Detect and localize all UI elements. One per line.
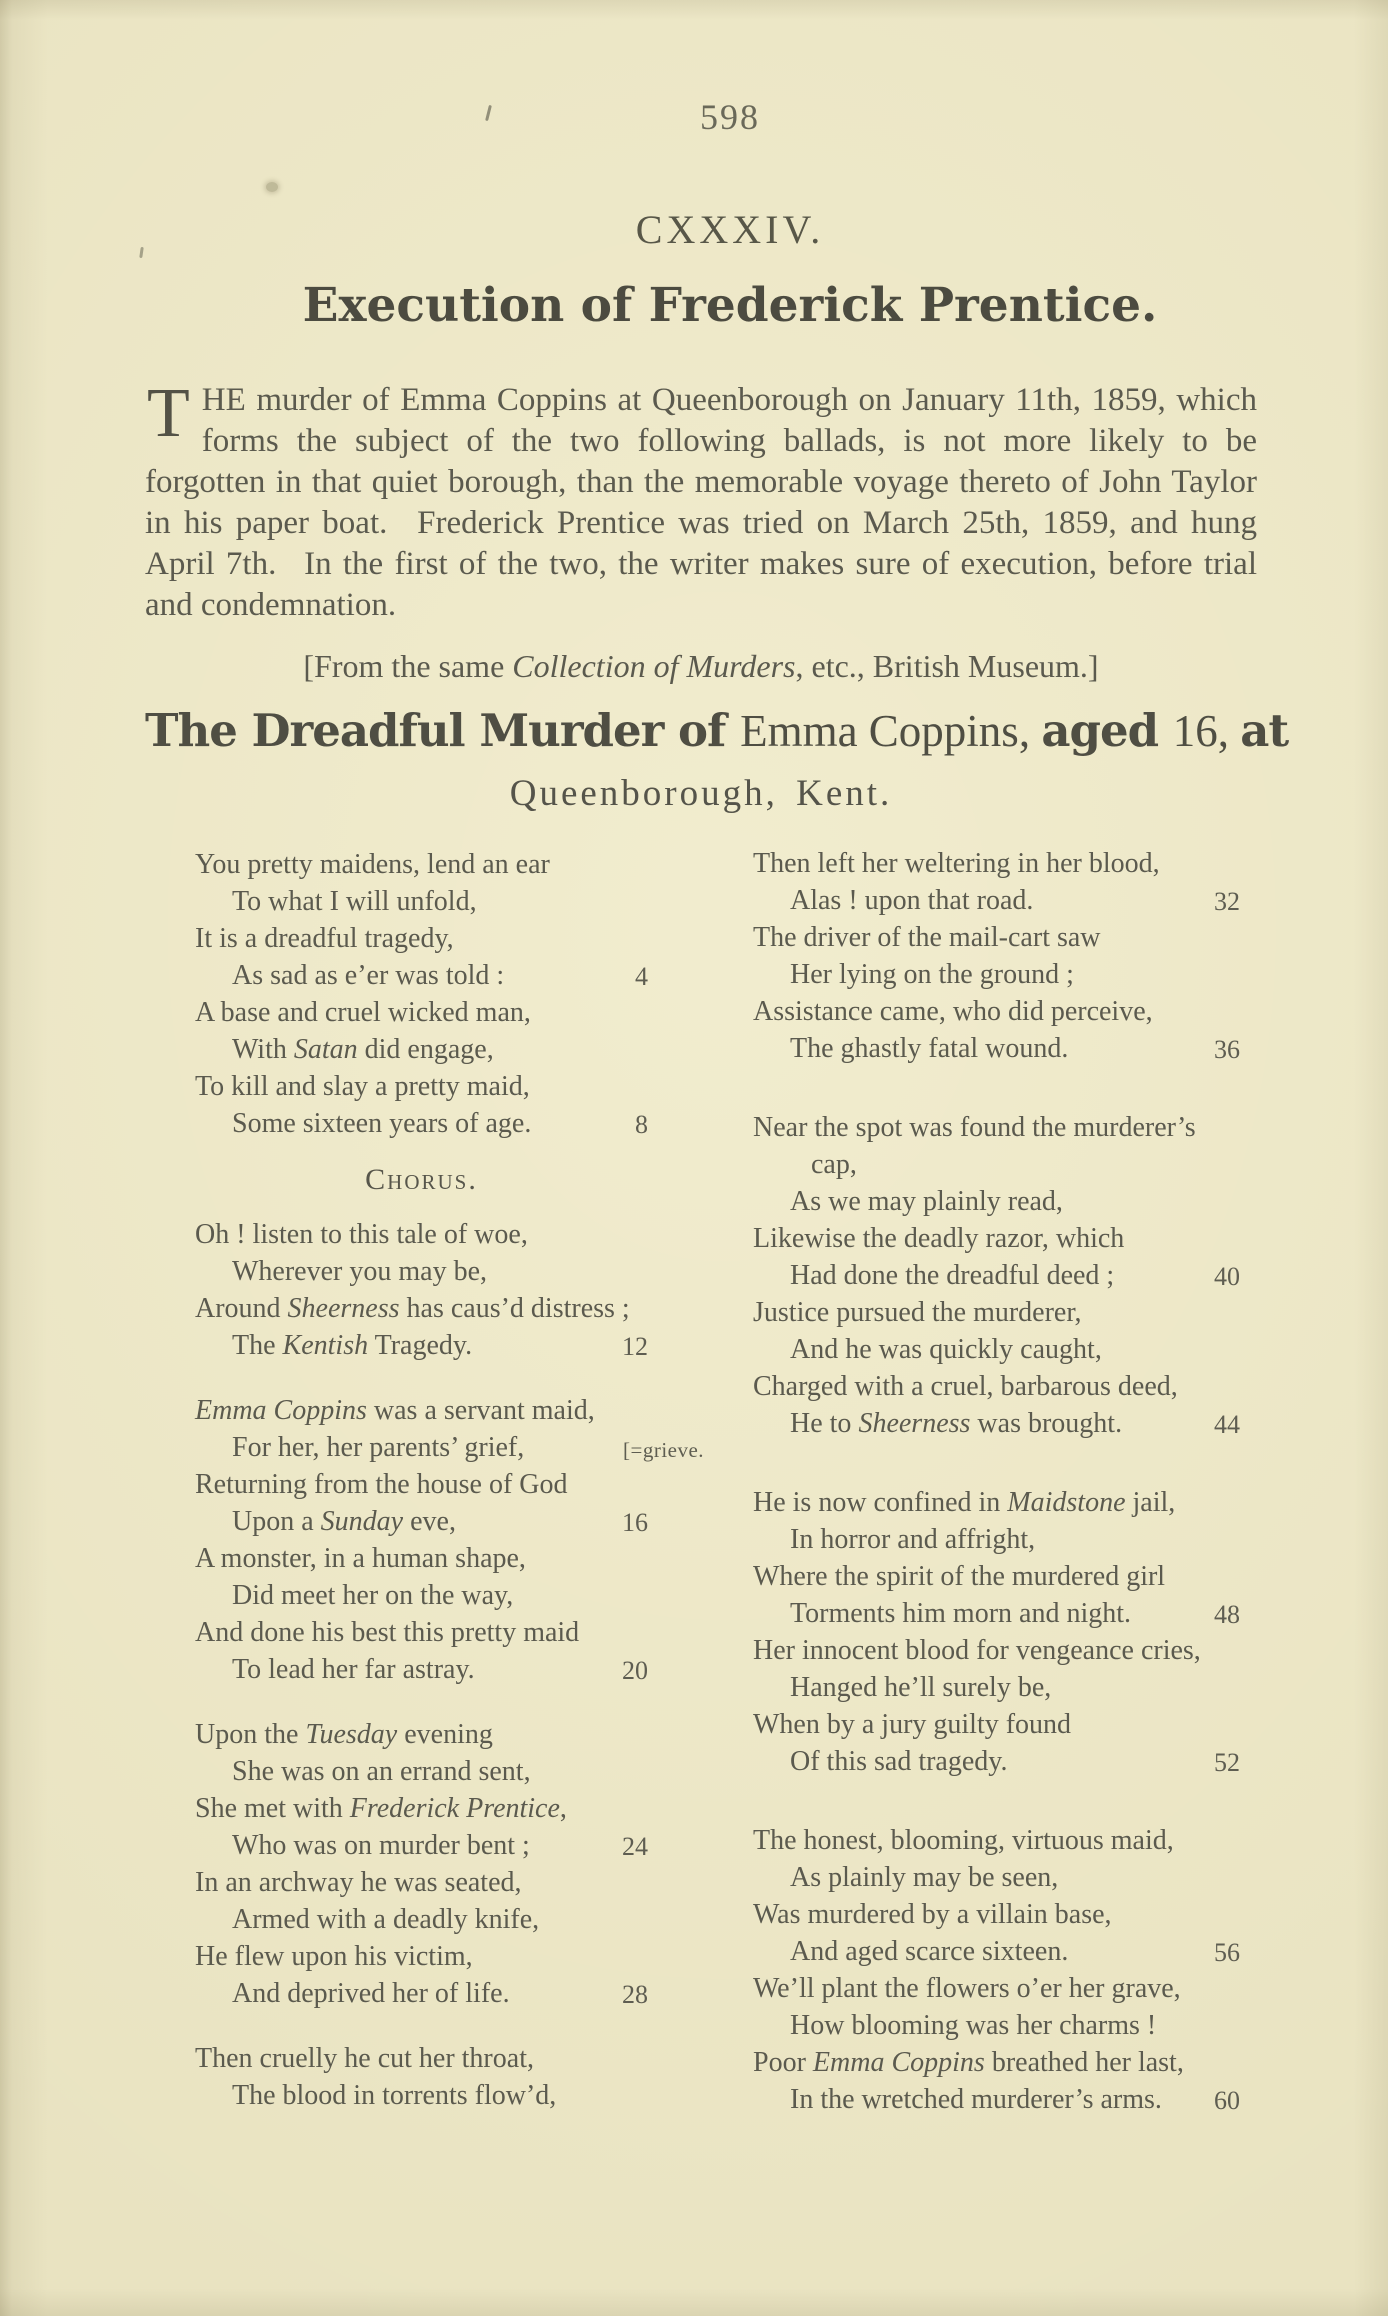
- verse-line-text: Oh ! listen to this tale of woe,: [195, 1219, 528, 1250]
- intro-paragraph: [145, 375, 1257, 626]
- verse-line-text: Wherever you may be,: [232, 1256, 487, 1287]
- verse-line: [195, 1253, 648, 1290]
- verse-line: [195, 1429, 705, 1466]
- verse-line-text: Of this sad tragedy.: [790, 1746, 1008, 1777]
- verse-line: [195, 1540, 648, 1577]
- verse-line-text: The honest, blooming, virtuous maid,: [753, 1825, 1174, 1856]
- verse-line: [753, 2044, 1240, 2081]
- verse-line-text: Then cruelly he cut her throat,: [195, 2043, 534, 2074]
- line-number: 8: [635, 1110, 648, 1139]
- verse-line-text: When by a jury guilty found: [753, 1709, 1072, 1740]
- verse-line-text: And aged scarce sixteen.: [790, 1936, 1069, 1967]
- stanza: [195, 1216, 648, 1364]
- stanza: [195, 1392, 705, 1688]
- verse-line-text: Was murdered by a villain base,: [753, 1899, 1112, 1930]
- line-number: 48: [1214, 1600, 1240, 1629]
- verse-line: [753, 1521, 1240, 1558]
- verse-line-text: Charged with a cruel, barbarous deed,: [753, 1371, 1178, 1402]
- verse-line-text: You pretty maidens, lend an ear: [195, 849, 550, 880]
- verse-line: [753, 1743, 1240, 1780]
- verse-line: [195, 1503, 648, 1540]
- verse-line: [753, 1706, 1240, 1743]
- verse-line: [753, 1146, 1240, 1183]
- verse-line: [753, 1220, 1240, 1257]
- line-number: 24: [622, 1832, 648, 1861]
- verse-line-text: In the wretched murderer’s arms.: [790, 2084, 1162, 2115]
- scan-stain: [266, 182, 278, 192]
- stanza: [195, 1716, 648, 2012]
- ballad-title-segment-roman: Emma Coppins,: [740, 706, 1042, 756]
- verse-line: [195, 1216, 648, 1253]
- source-note: [From the same Collection of Murders, etc., British Museum.]: [303, 648, 1099, 684]
- verse-line-text: Had done the dreadful deed ;: [790, 1260, 1115, 1291]
- verse-line: [195, 1938, 648, 1975]
- line-number: 44: [1214, 1410, 1240, 1439]
- line-number: 12: [622, 1332, 648, 1361]
- verse-line: [753, 1669, 1240, 1706]
- verse-line-text: Her lying on the ground ;: [790, 959, 1074, 990]
- verse-line-text: He flew upon his victim,: [195, 1941, 473, 1972]
- verse-line: [195, 1827, 648, 1864]
- verse-line-text: Did meet her on the way,: [232, 1580, 514, 1611]
- verse-line-text: The blood in torrents flow’d,: [232, 2080, 557, 2111]
- verse-line-text: She met with Frederick Prentice,: [195, 1793, 567, 1824]
- verse-line-text: The ghastly fatal wound.: [790, 1033, 1069, 1064]
- verse-line: [753, 1109, 1240, 1146]
- verse-line-text: Upon the Tuesday evening: [195, 1719, 493, 1750]
- verse-line-text: Returning from the house of God: [195, 1469, 568, 1500]
- verse-line-text: The Kentish Tragedy.: [232, 1330, 473, 1361]
- verse-line: [195, 2040, 648, 2077]
- verse-line-text: He is now confined in Maidstone jail,: [753, 1487, 1176, 1518]
- verse-line-text: Upon a Sunday eve,: [232, 1506, 456, 1537]
- verse-line: [753, 1183, 1240, 1220]
- verse-line-text: In horror and affright,: [790, 1524, 1036, 1555]
- drop-cap: T: [147, 375, 190, 452]
- verse-line-text: Justice pursued the murderer,: [753, 1297, 1082, 1328]
- line-number: 52: [1214, 1748, 1240, 1777]
- verse-line-text: Near the spot was found the murderer’s: [753, 1112, 1196, 1143]
- verse-line-text: He to Sheerness was brought.: [790, 1408, 1123, 1439]
- line-number: 32: [1214, 887, 1240, 916]
- verse-line: [195, 1716, 648, 1753]
- verse-line: [195, 1614, 648, 1651]
- verse-column-right: [753, 845, 1240, 2118]
- ballad-title-line2: Queenborough, Kent.: [509, 773, 893, 814]
- line-number: 28: [622, 1980, 648, 2009]
- verse-line-text: Hanged he’ll surely be,: [790, 1672, 1052, 1703]
- verse-line-text: As plainly may be seen,: [790, 1862, 1059, 1893]
- verse-line: [195, 1864, 648, 1901]
- line-number: 40: [1214, 1262, 1240, 1291]
- page-number: 598: [700, 97, 760, 137]
- verse-line: [195, 994, 648, 1031]
- verse-line: [753, 1484, 1240, 1521]
- verse-line: [195, 1651, 648, 1688]
- verse-line: [753, 1970, 1240, 2007]
- verse-line: [753, 1294, 1240, 1331]
- verse-line-text: It is a dreadful tragedy,: [195, 923, 454, 954]
- line-number: 56: [1214, 1938, 1240, 1967]
- verse-line-text: Poor Emma Coppins breathed her last,: [753, 2047, 1184, 2078]
- chorus-heading: Chorus.: [365, 1163, 478, 1196]
- verse-line: [195, 1975, 648, 2012]
- verse-line: [753, 1257, 1240, 1294]
- verse-line-text: And done his best this pretty maid: [195, 1617, 580, 1648]
- ballad-title-segment-blackletter: at: [1240, 704, 1289, 757]
- verse-line-text: Assistance came, who did perceive,: [753, 996, 1153, 1027]
- line-number: 20: [622, 1656, 648, 1685]
- verse-line: [195, 957, 648, 994]
- line-number: 16: [622, 1508, 648, 1537]
- verse-line-text: We’ll plant the flowers o’er her grave,: [753, 1973, 1181, 2004]
- verse-line-text: Some sixteen years of age.: [232, 1108, 532, 1139]
- verse-line-text: To kill and slay a pretty maid,: [195, 1071, 530, 1102]
- verse-line: [753, 919, 1240, 956]
- ballad-title-line1: [145, 704, 1289, 757]
- verse-line: [753, 882, 1240, 919]
- verse-column-left: [195, 846, 705, 2114]
- verse-line-text: And deprived her of life.: [232, 1978, 510, 2009]
- verse-line-text: With Satan did engage,: [232, 1034, 494, 1065]
- ballad-title-segment-blackletter: The Dreadful Murder of: [145, 704, 741, 757]
- verse-line: [195, 920, 648, 957]
- verse-line: [195, 1577, 648, 1614]
- verse-line: [753, 1368, 1240, 1405]
- verse-line: [753, 1331, 1240, 1368]
- verse-line: [753, 845, 1240, 882]
- verse-line: [753, 1030, 1240, 1067]
- verse-line-text: She was on an errand sent,: [232, 1756, 531, 1787]
- verse-line: [753, 2081, 1240, 2118]
- verse-line-text: As sad as e’er was told :: [232, 960, 505, 991]
- verse-line: [195, 1068, 648, 1105]
- verse-line: [195, 1466, 648, 1503]
- verse-line: [753, 1896, 1240, 1933]
- verse-line: [753, 1632, 1240, 1669]
- main-title-blackletter: Execution of Frederick Prentice.: [302, 278, 1158, 333]
- verse-line-text: As we may plainly read,: [790, 1186, 1063, 1217]
- verse-line: [195, 1753, 648, 1790]
- line-number: 4: [635, 962, 648, 991]
- line-number: 36: [1214, 1035, 1240, 1064]
- verse-line-text: Alas ! upon that road.: [790, 885, 1034, 916]
- marginal-gloss: [=grieve.: [623, 1438, 705, 1462]
- verse-line: [753, 2007, 1240, 2044]
- verse-line: [753, 956, 1240, 993]
- verse-line: [753, 993, 1240, 1030]
- verse-line: [195, 2077, 648, 2114]
- stanza: [753, 1822, 1240, 2118]
- stanza: [753, 1109, 1240, 1442]
- verse-line-text: cap,: [811, 1149, 857, 1180]
- verse-line-text: Emma Coppins was a servant maid,: [195, 1395, 595, 1426]
- intro-text: HE murder of Emma Coppins at Queenborough on January 11th, 1859, which forms the subject of the two following ballads, is not more likely to be forgotten in that quiet borough, than the memorable voyage thereto of John Taylor in his paper boat. Frederick Prentice was tried on March 25th, 1859, and hung April 7th. In the first of the two, the writer makes sure of execution, before trial and condemnation.: [145, 382, 1257, 623]
- verse-line-text: Who was on murder bent ;: [232, 1830, 530, 1861]
- verse-line: [195, 1790, 648, 1827]
- verse-line-text: Armed with a deadly knife,: [232, 1904, 540, 1935]
- stanza: [753, 1484, 1240, 1780]
- verse-line: [195, 1327, 648, 1364]
- verse-line-text: A monster, in a human shape,: [195, 1543, 526, 1574]
- verse-line: [195, 1031, 648, 1068]
- verse-line: [753, 1859, 1240, 1896]
- verse-line-text: The driver of the mail-cart saw: [753, 922, 1101, 953]
- verse-line-text: For her, her parents’ grief,: [232, 1432, 525, 1463]
- ballad-title-segment-blackletter: aged: [1041, 704, 1173, 757]
- verse-line-text: In an archway he was seated,: [195, 1867, 522, 1898]
- verse-line-text: To lead her far astray.: [232, 1654, 475, 1685]
- verse-line: [195, 1290, 648, 1327]
- verse-line: [753, 1558, 1240, 1595]
- verse-line-text: And he was quickly caught,: [790, 1334, 1102, 1365]
- verse-line-text: Then left her weltering in her blood,: [753, 848, 1160, 879]
- verse-line: [753, 1933, 1240, 1970]
- ballad-title-segment-roman: 16,: [1172, 706, 1241, 756]
- stanza: [195, 2040, 648, 2114]
- verse-line: [195, 1392, 648, 1429]
- verse-line-text: Where the spirit of the murdered girl: [753, 1561, 1166, 1592]
- verse-line: [195, 1901, 648, 1938]
- verse-line-text: Likewise the deadly razor, which: [753, 1223, 1125, 1254]
- verse-line-text: A base and cruel wicked man,: [195, 997, 531, 1028]
- verse-line: [195, 1105, 648, 1142]
- section-number: CXXXIV.: [635, 207, 825, 252]
- verse-line-text: How blooming was her charms !: [790, 2010, 1157, 2041]
- verse-line: [753, 1822, 1240, 1859]
- verse-line: [753, 1405, 1240, 1442]
- verse-line: [195, 883, 648, 920]
- verse-line-text: Around Sheerness has caus’d distress ;: [195, 1293, 630, 1324]
- stanza: [753, 845, 1240, 1067]
- verse-line-text: Her innocent blood for vengeance cries,: [753, 1635, 1201, 1666]
- verse-line: [753, 1595, 1240, 1632]
- stanza: [195, 846, 648, 1142]
- verse-line-text: Torments him morn and night.: [790, 1598, 1132, 1629]
- line-number: 60: [1214, 2086, 1240, 2115]
- verse-line-text: To what I will unfold,: [232, 886, 477, 917]
- scan-mark: [139, 247, 144, 258]
- verse-line: [195, 846, 648, 883]
